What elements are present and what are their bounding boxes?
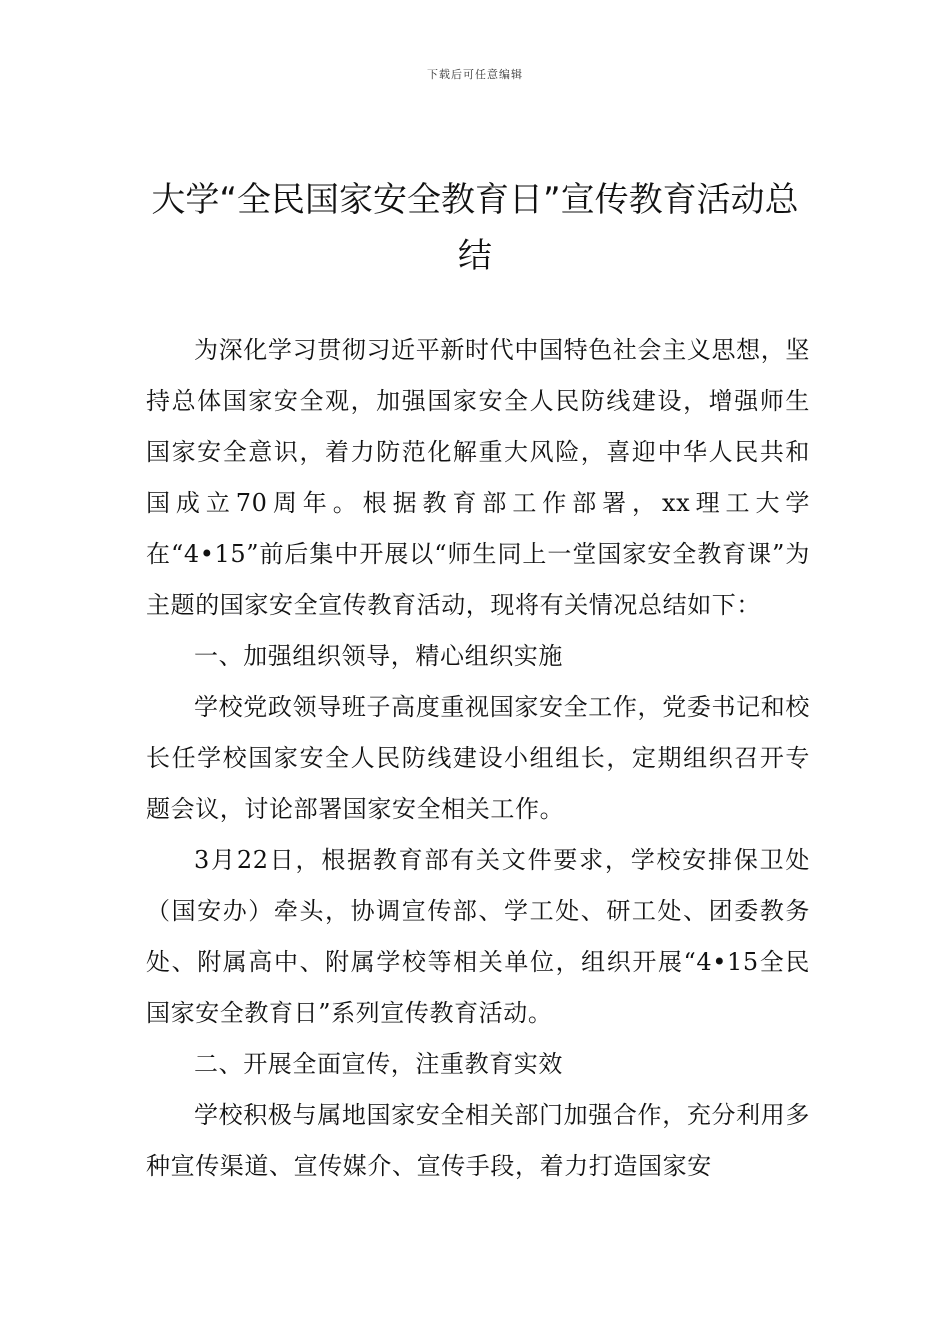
section-heading-2: 二、开展全面宣传，注重教育实效 [194, 1050, 563, 1078]
document-title: 大学“全民国家安全教育日”宣传教育活动总结 [151, 180, 799, 276]
paragraph-march-22: 3月22日，根据教育部有关文件要求，学校安排保卫处（国安办）牵头，协调宣传部、学工处、研工处、团委教务处、附属高中、附属学校等相关单位，组织开展“4•15全民国家安全教育日”系列宣传教育活动。 [146, 846, 810, 1027]
paragraph-publicity: 学校积极与属地国家安全相关部门加强合作，充分利用多种宣传渠道、宣传媒介、宣传手段，着力打造国家安 [146, 1101, 810, 1180]
section-heading-1: 一、加强组织领导，精心组织实施 [194, 642, 563, 670]
paragraph-intro: 为深化学习贯彻习近平新时代中国特色社会主义思想，坚持总体国家安全观，加强国家安全人民防线建设，增强师生国家安全意识，着力防范化解重大风险，喜迎中华人民共和国成立70周年。根据教育部工作部署，xx理工大学在“4•15”前后集中开展以“师生同上一堂国家安全教育课”为主题的国家安全宣传教育活动，现将有关情况总结如下： [146, 336, 810, 619]
paragraph-leadership: 学校党政领导班子高度重视国家安全工作，党委书记和校长任学校国家安全人民防线建设小组组长，定期组织召开专题会议，讨论部署国家安全相关工作。 [146, 693, 810, 823]
document-body [146, 325, 810, 1192]
header-note: 下载后可任意编辑 [427, 68, 523, 81]
